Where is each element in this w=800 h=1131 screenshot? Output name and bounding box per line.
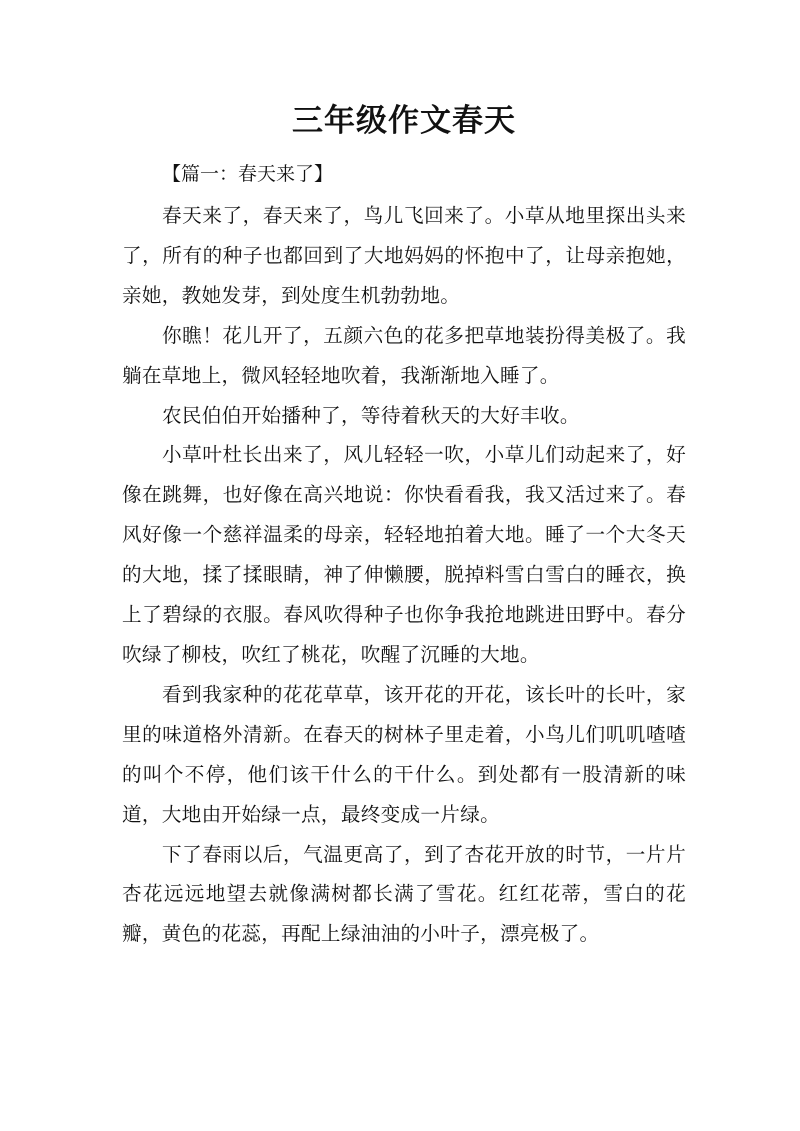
paragraph-5: 看到我家种的花花草草，该开花的开花，该长叶的长叶，家里的味道格外清新。在春天的树林子里走着，小鸟儿们叽叽喳喳的叫个不停，他们该干什么的干什么。到处都有一股清新的味道，大地由开始绿一点，最终变成一片绿。 (122, 682, 686, 826)
paragraph-6: 下了春雨以后，气温更高了，到了杏花开放的时节，一片片杏花远远地望去就像满树都长满了雪花。红红花蒂，雪白的花瓣，黄色的花蕊，再配上绿油油的小叶子，漂亮极了。 (122, 842, 686, 946)
document-title: 三年级作文春天 (292, 103, 516, 139)
paragraph-2: 你瞧！花儿开了，五颜六色的花多把草地装扮得美极了。我躺在草地上，微风轻轻地吹着，我渐渐地入睡了。 (122, 323, 686, 387)
paragraph-1: 春天来了，春天来了，鸟儿飞回来了。小草从地里探出头来了，所有的种子也都回到了大地妈妈的怀抱中了，让母亲抱她，亲她，教她发芽，到处度生机勃勃地。 (122, 204, 686, 307)
essay-body (122, 196, 686, 954)
document-page (122, 0, 686, 954)
paragraph-4: 小草叶杜长出来了，风儿轻轻一吹，小草儿们动起来了，好像在跳舞，也好像在高兴地说：你快看看我，我又活过来了。春风好像一个慈祥温柔的母亲，轻轻地拍着大地。睡了一个大冬天的大地，揉了揉眼睛，神了伸懒腰，脱掉料雪白雪白的睡衣，换上了碧绿的衣服。春风吹得种子也你争我抢地跳进田野中。春分吹绿了柳枝，吹红了桃花，吹醒了沉睡的大地。 (122, 443, 686, 666)
section-heading: 【篇一：春天来了】 (162, 163, 334, 185)
paragraph-3: 农民伯伯开始播种了，等待着秋天的大好丰收。 (162, 403, 580, 427)
